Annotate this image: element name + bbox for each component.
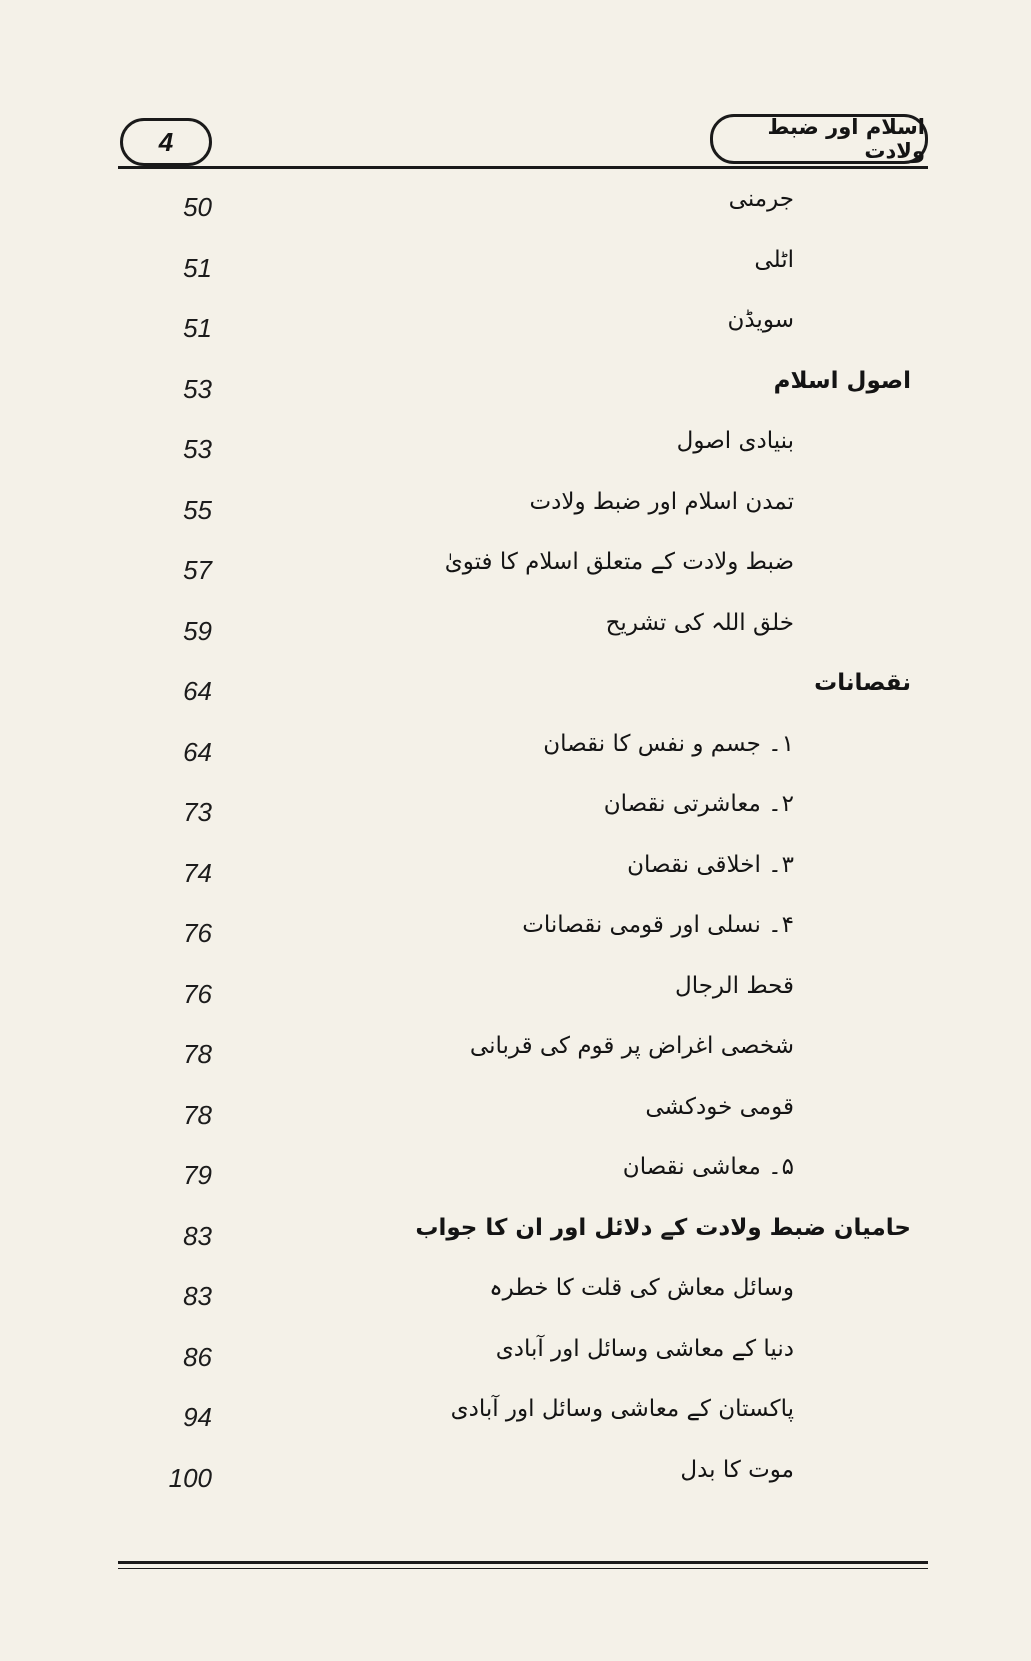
toc-entry: [0, 1146, 1031, 1207]
toc-page-number: 64: [183, 676, 212, 706]
toc-entry: [0, 602, 1031, 663]
toc-subsection-title: وسائل معاش کی قلت کا خطرہ: [489, 1275, 794, 1301]
toc-subsection-title: پاکستان کے معاشی وسائل اور آبادی: [450, 1396, 794, 1422]
toc-subsection-title: ۴۔ نسلی اور قومی نقصانات: [522, 912, 794, 938]
toc-entry: [0, 1207, 1031, 1268]
toc-page-number: 53: [183, 434, 212, 464]
toc-entry: [0, 299, 1031, 360]
toc-subsection-title: خلق اللہ کی تشریح: [605, 609, 794, 636]
toc-subsection-title: ۲۔ معاشرتی نقصان: [603, 791, 794, 817]
toc-subsection-title: قحط الرجال: [674, 972, 794, 999]
toc-subsection-title: دنیا کے معاشی وسائل اور آبادی: [495, 1335, 794, 1362]
page-number-badge: [120, 118, 212, 166]
toc-page-number: 83: [183, 1220, 212, 1251]
toc-subsection-title: سویڈن: [727, 307, 794, 333]
toc-entry: [0, 783, 1031, 844]
toc-page-number: 86: [183, 1341, 212, 1372]
toc-section-title: حامیان ضبط ولادت کے دلائل اور ان کا جواب: [415, 1214, 911, 1241]
toc-page-number: 53: [183, 373, 212, 404]
toc-page-number: 83: [183, 1281, 212, 1311]
toc-section-title: نقصانات: [814, 670, 911, 696]
toc-entry: [0, 481, 1031, 542]
toc-page-number: 51: [183, 313, 212, 343]
toc-page-number: 74: [183, 857, 212, 888]
footer-rule-thin: [118, 1568, 928, 1569]
toc-subsection-title: ۵۔ معاشی نقصان: [622, 1154, 794, 1180]
toc-page-number: 100: [168, 1462, 212, 1493]
toc-page-number: 78: [183, 1039, 212, 1069]
toc-entry: [0, 178, 1031, 239]
toc-subsection-title: جرمنی: [728, 186, 794, 212]
toc-page-number: 64: [183, 736, 212, 767]
toc-subsection-title: بنیادی اصول: [676, 428, 794, 454]
toc-page-number: 94: [183, 1402, 212, 1432]
header-rule: [118, 166, 928, 169]
toc-entry: [0, 1025, 1031, 1086]
toc-page-number: 51: [183, 252, 212, 283]
toc-section-title: اصول اسلام: [773, 367, 911, 394]
toc-entry: [0, 420, 1031, 481]
toc-entry: [0, 239, 1031, 300]
toc-page-number: 78: [183, 1099, 212, 1130]
running-title-badge: [710, 114, 928, 164]
toc-page-number: 79: [183, 1160, 212, 1190]
toc-page-number: 73: [183, 797, 212, 827]
toc-subsection-title: شخصی اغراض پر قوم کی قربانی: [469, 1033, 794, 1059]
toc-entry: [0, 1267, 1031, 1328]
toc-entry: [0, 723, 1031, 784]
toc-subsection-title: موت کا بدل: [680, 1456, 794, 1483]
toc-entry: [0, 965, 1031, 1026]
toc-page-number: 76: [183, 978, 212, 1009]
toc-subsection-title: تمدن اسلام اور ضبط ولادت: [529, 488, 794, 515]
toc-entry: [0, 1388, 1031, 1449]
toc-entry: [0, 360, 1031, 421]
toc-page-number: 59: [183, 615, 212, 646]
toc-entry: [0, 904, 1031, 965]
toc-page-number: 55: [183, 494, 212, 525]
toc-subsection-title: اٹلی: [754, 246, 794, 273]
toc-subsection-title: ۳۔ اخلاقی نقصان: [627, 851, 794, 878]
toc-subsection-title: ۱۔ جسم و نفس کا نقصان: [543, 730, 794, 757]
page-header: [118, 112, 928, 172]
toc-page-number: 57: [183, 555, 212, 585]
toc-entry: [0, 541, 1031, 602]
footer-rule: [118, 1561, 928, 1564]
toc-page-number: 76: [183, 918, 212, 948]
toc-entry: [0, 1449, 1031, 1510]
toc-subsection-title: ضبط ولادت کے متعلق اسلام کا فتویٰ: [444, 549, 794, 575]
toc-entry: [0, 1086, 1031, 1147]
running-title: اسلام اور ضبط ولادت: [767, 115, 925, 163]
table-of-contents: [0, 178, 1031, 1509]
toc-entry: [0, 1328, 1031, 1389]
toc-page-number: 50: [183, 192, 212, 222]
toc-entry: [0, 844, 1031, 905]
toc-subsection-title: قومی خودکشی: [645, 1093, 794, 1120]
page-number: 4: [158, 126, 174, 157]
toc-entry: [0, 662, 1031, 723]
